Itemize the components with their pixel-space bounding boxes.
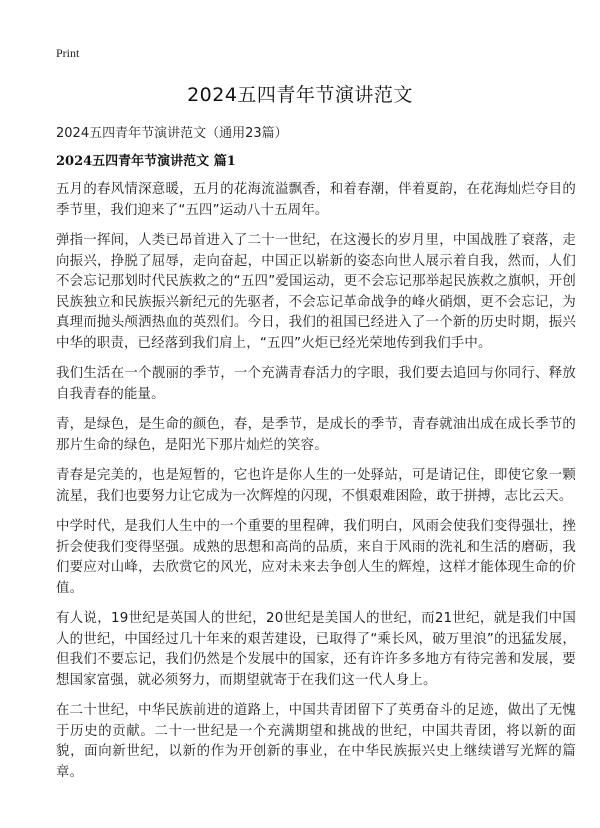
page-title: 2024五四青年节演讲范文 (187, 84, 413, 106)
paragraph-4: 青，是绿色，是生命的颜色，春，是季节，是成长的季节，青春就油出成在成长季节的那片生命的绿色，是阳光下那片灿烂的笑容。 (56, 417, 576, 453)
paragraph-2: 弹指一挥间，人类已昂首进入了二十一世纪，在这漫长的岁月里，中国战胜了衰落，走向振兴，挣脱了屈辱，走向奋起，中国正以崭新的姿态向世人展示着自我，然而，人们不会忘记那划时代民族救之的“五四”爱国运动，更不会忘记那举起民族救之旗帜，开创民族独立和民族振兴新纪元的先驱者，不会忘记革命战争的峰火硝烟，更不会忘记，为真理而抛头颅洒热血的英烈们。今日，我们的祖国已经进入了一个新的历史时期，振兴中华的职责，已经落到我们肩上，“五四”火炬已经光荣地传到我们手中。 (56, 233, 576, 351)
article-body (56, 180, 576, 793)
paragraph-6: 中学时代，是我们人生中的一个重要的里程碑，我们明白，风雨会使我们变得强壮，挫折会使我们变得坚强。成熟的思想和高尚的品质，来自于风雨的洗礼和生活的磨砺，我们要应对山峰，去欣赏它的风光，应对未来去争创人生的辉煌，这样才能体现生命的价值。 (56, 519, 576, 596)
paragraph-5: 青春是完美的，也是短暂的，它也许是你人生的一处驿站，可是请记住，即使它象一颗流星，我们也要努力让它成为一次辉煌的闪现，不惧艰难困险，敢于拼搏，志比云天。 (56, 468, 576, 504)
paragraph-3: 我们生活在一个靓丽的季节，一个充满青春活力的字眼，我们要去追回与你同行、释放自我青春的能量。 (56, 366, 576, 402)
document-subtitle: 2024五四青年节演讲范文（通用23篇） (56, 126, 288, 141)
print-label[interactable]: Print (56, 46, 80, 60)
paragraph-7: 有人说，19世纪是英国人的世纪，20世纪是美国人的世纪，而21世纪，就是我们中国人的世纪，中国经过几十年来的艰苦建设，已取得了“乘长风，破万里浪”的迅猛发展，但我们不要忘记，我们仍然是个发展中的国家，还有许许多多地方有待完善和发展，要想国家富强，就必须努力，而期望就寄于在我们这一代人身上。 (56, 611, 576, 688)
paragraph-1: 五月的春风情深意暖，五月的花海流溢飘香，和着春潮，伴着夏韵，在花海灿烂夺目的季节里，我们迎来了“五四”运动八十五周年。 (56, 182, 576, 218)
paragraph-8: 在二十世纪，中华民族前进的道路上，中国共青团留下了英勇奋斗的足迹，做出了无愧于历史的贡献。二十一世纪是一个充满期望和挑战的世纪，中国共青团，将以新的面貌，面向新世纪，以新的作为开创新的事业，在中华民族振兴史上继续谱写光辉的篇章。 (56, 703, 576, 780)
section-heading: 2024五四青年节演讲范文 篇1 (56, 154, 236, 169)
